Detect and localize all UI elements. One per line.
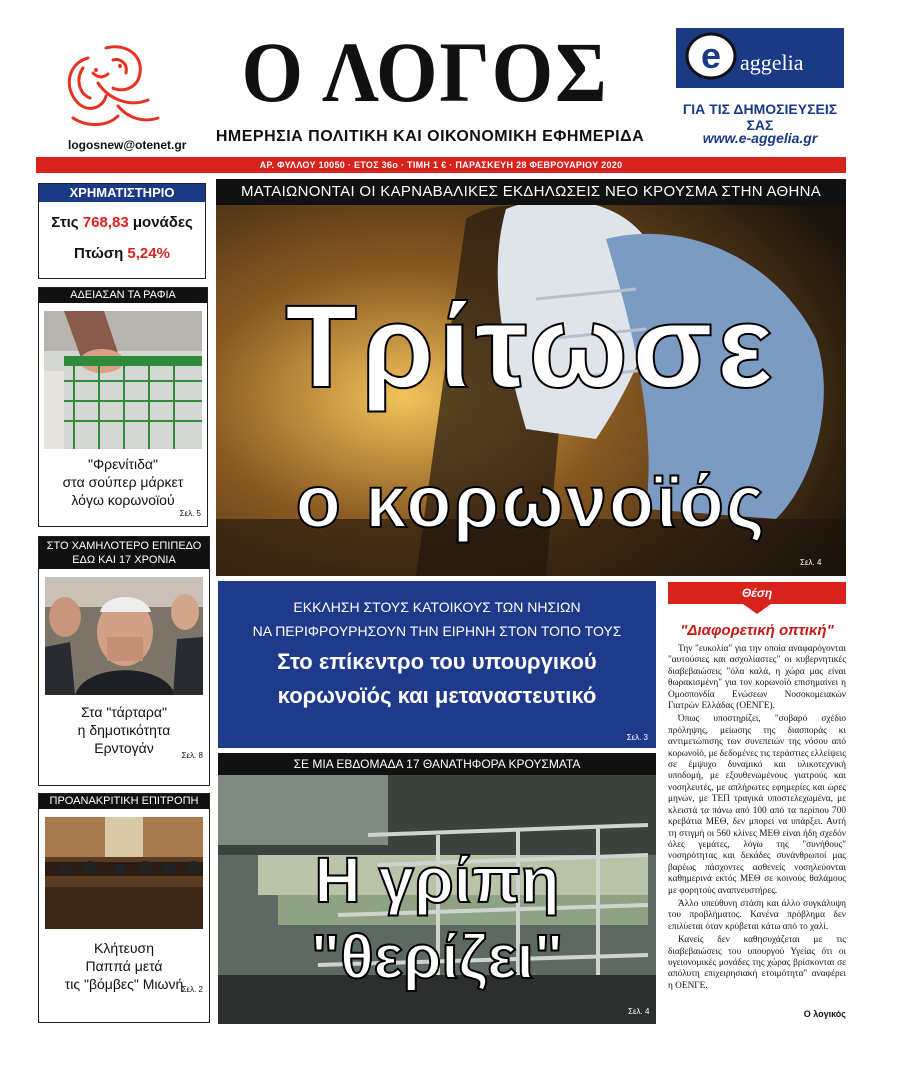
stock-header: ΧΡΗΜΑΤΙΣΤΗΡΙΟ xyxy=(39,184,205,202)
opinion-signature: Ο λογικός xyxy=(803,1009,846,1019)
flu-page: Σελ. 4 xyxy=(628,1007,650,1016)
stock-index-value: 768,83 xyxy=(82,214,129,231)
story-committee-header: ΠΡΟΑΝΑΚΡΙΤΙΚΗ ΕΠΙΤΡΟΠΗ xyxy=(39,794,209,809)
e-aggelia-url-link[interactable]: www.e-aggelia.gr xyxy=(702,130,818,146)
story-erdogan[interactable] xyxy=(38,536,210,786)
stock-drop-value: 5,24% xyxy=(127,245,170,262)
masthead-title: Ο ΛΟΓΟΣ xyxy=(241,24,609,120)
e-aggelia-word: aggelia xyxy=(740,50,804,75)
story-supermarket-caption-1: "Φρενίτιδα" xyxy=(88,456,158,472)
e-aggelia-letter: e xyxy=(700,35,722,76)
issue-info: ΑΡ. ΦΥΛΛΟΥ 10050 · ΕΤΟΣ 36ο · ΤΙΜΗ 1 € · ΠΑΡΑΣΚΕΥΗ 28 ΦΕΒΡΟΥΑΡΙΟΥ 2020 xyxy=(259,160,623,170)
hero-headline-line1: Τρίτωσε xyxy=(285,281,777,413)
story-committee-caption-1: Κλήτευση xyxy=(94,940,154,956)
story-supermarket-caption-2: στα σούπερ μάρκετ xyxy=(62,474,184,490)
story-cabinet-page: Σελ. 3 xyxy=(626,733,648,742)
contact-email[interactable]: logosnew@otenet.gr xyxy=(68,138,187,152)
stock-drop-line xyxy=(39,245,205,262)
story-cabinet-kicker-2: ΝΑ ΠΕΡΙΦΡΟΥΡΗΣΟΥΝ ΤΗΝ ΕΙΡΗΝΗ ΣΤΟΝ ΤΟΠΟ ΤΟΥΣ xyxy=(252,623,622,639)
story-supermarket[interactable] xyxy=(38,287,208,527)
hero-kicker-bar: ΜΑΤΑΙΩΝΟΝΤΑΙ ΟΙ ΚΑΡΝΑΒΑΛΙΚΕΣ ΕΚΔΗΛΩΣΕΙΣ ΝΕΟ ΚΡΟΥΣΜΑ ΣΤΗΝ ΑΘΗΝΑ xyxy=(216,179,846,205)
flu-headline-line1: Η γρίπη xyxy=(314,844,560,916)
story-committee-caption-2: Παππά μετά xyxy=(85,958,163,974)
story-erdogan-header-2: ΕΔΩ ΚΑΙ 17 ΧΡΟΝΙΑ xyxy=(72,554,176,566)
story-cabinet-kicker-1: ΕΚΚΛΗΣΗ ΣΤΟΥΣ ΚΑΤΟΙΚΟΥΣ ΤΩΝ ΝΗΣΙΩΝ xyxy=(293,599,581,615)
stock-index-prefix: Στις xyxy=(51,214,79,231)
flu-kicker-bar: ΣΕ ΜΙΑ ΕΒΔΟΜΑΔΑ 17 ΘΑΝΑΤΗΦΟΡΑ ΚΡΟΥΣΜΑΤΑ xyxy=(218,753,656,775)
women-faces-logo-icon xyxy=(58,38,168,133)
story-committee-caption-3: τις "βόμβες" Μιωνή xyxy=(64,976,184,992)
stock-index-line xyxy=(39,214,205,231)
opinion-label: Θέση xyxy=(741,586,773,600)
e-aggelia-logo-text xyxy=(676,28,844,88)
stock-index-suffix: μονάδες xyxy=(132,214,193,231)
story-cabinet-headline-2: κορωνοϊός και μεταναστευτικό xyxy=(277,683,597,708)
committee-photo xyxy=(45,817,203,929)
e-aggelia-subtitle: ΓΙΑ ΤΙΣ ΔΗΜΟΣΙΕΥΣΕΙΣ ΣΑΣ xyxy=(682,101,838,133)
opinion-paragraph: Την "ευκολία" για την οποία αναφαρόγονται "αυτούσιες και ασχολίαστες" οι κυβερνητικές διαβεβαιώσεις "όλα καλά, η χώρα μας είναι θωρακισμένη" για τον κορωνοϊό επισημαίνει η Ομοσπονδία Ενώσεων Νοσοκομειακών Γιατρών Ελλάδας (ΟΕΝΓΕ). xyxy=(668,644,846,712)
story-cabinet-headline-1: Στο επίκεντρο του υπουργικού xyxy=(277,649,597,674)
erdogan-photo xyxy=(45,577,203,695)
story-supermarket-caption-3: λόγω κορωνοϊού xyxy=(71,492,175,508)
masthead-tagline: ΗΜΕΡΗΣΙΑ ΠΟΛΙΤΙΚΗ ΚΑΙ ΟΙΚΟΝΟΜΙΚΗ ΕΦΗΜΕΡΙΔΑ xyxy=(215,128,645,145)
story-erdogan-page: Σελ. 8 xyxy=(181,751,203,760)
story-erdogan-caption-3: Ερντογάν xyxy=(94,740,154,756)
flu-headline-line2: "θερίζει" xyxy=(310,923,564,992)
story-erdogan-header-1: ΣΤΟ ΧΑΜΗΛΟΤΕΡΟ ΕΠΙΠΕΔΟ xyxy=(46,540,202,552)
hero-headline-line2: ο κορωνοϊός xyxy=(295,460,767,543)
story-cabinet[interactable] xyxy=(218,581,656,748)
hero-page: Σελ. 4 xyxy=(800,558,822,567)
opinion-paragraph: Κανείς δεν καθησυχάζεται με τις διαβεβαιώσεις του υπουργού Υγείας ότι οι υγειονομικές μονάδες της χώρας βρίσκονται σε απόλυτη επιχειρησιακή ετοιμότητα" αναφέρει η ΟΕΝΓΕ. xyxy=(668,935,846,991)
stock-drop-prefix: Πτώση xyxy=(74,245,124,262)
story-erdogan-caption-1: Στα "τάρταρα" xyxy=(81,704,167,720)
story-supermarket-header: ΑΔΕΙΑΣΑΝ ΤΑ ΡΑΦΙΑ xyxy=(39,288,207,303)
opinion-title: "Διαφορετική οπτική" xyxy=(680,622,834,639)
story-committee-page: Σελ. 2 xyxy=(181,985,203,994)
opinion-bar-triangle-icon xyxy=(743,604,771,614)
story-committee[interactable] xyxy=(38,793,210,1023)
opinion-body xyxy=(668,644,846,994)
opinion-paragraph: Όπως υποστηρίζει, "σοβαρό σχέδιο πρόληψης, μείωσης της διασποράς κι αντιμετώπισης των συνεπειών της νόσου από κορωνοϊό, με δεδομένες τις τεράστιες ελλείψεις σε έμψυχο δυναμικό και υλικοτεχνική υποδομή, με εξουθενωμένους γιατρούς και νοσηλευτές, με απλήρωτες εφημερίες και ώρες μηνών, με ΤΕΠ τραγικά υποστελεχωμένα, με κλειστά τα πάνω από 100 από τα περίπου 700 κρεβάτια ΜΕΘ, δεν μπορεί να υπάρξει. Αυτή τη στιγμή οι 560 κλίνες ΜΕΘ είναι ήδη σχεδόν όλες γεμάτες, λόγω της "συνήθους" νοσηρότητας και δεκάδες συνάνθρωποί μας βαρέως πάσχοντες ασθενείς νοσηλεύονται καθημερινά εκτός ΜΕΘ σε κοινούς θαλάμους με φορητούς αναπνευστήρες. xyxy=(668,714,846,896)
story-erdogan-caption-2: η δημοτικότητα xyxy=(77,722,171,738)
opinion-paragraph: Άλλο υπεύθυνη στάση και άλλο συγκάλυψη του προβλήματος. Κανένα πρόβλημα δεν επιλύεται όταν κρύβεται κάτω από το χαλί. xyxy=(668,898,846,932)
story-supermarket-page: Σελ. 5 xyxy=(179,509,201,518)
supermarket-photo xyxy=(44,311,202,449)
stock-box[interactable] xyxy=(38,183,206,279)
